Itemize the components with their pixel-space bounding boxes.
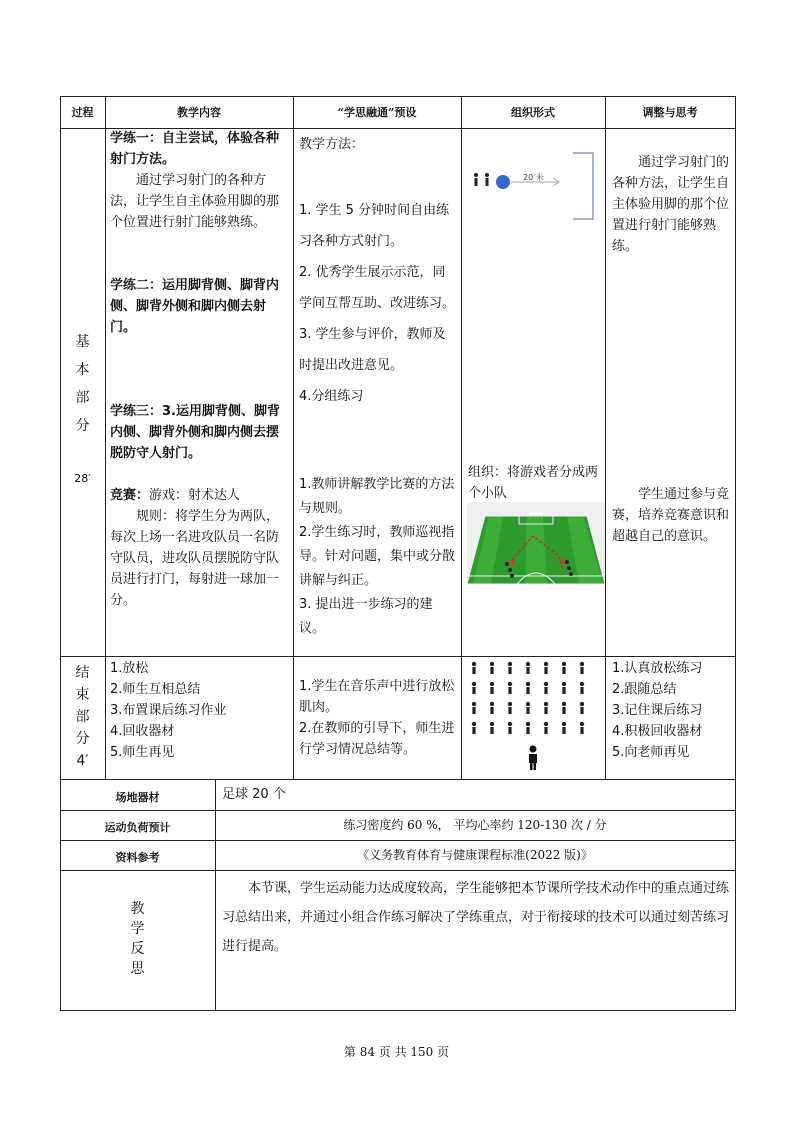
ending-preset-item: 2.在教师的引导下，师生进行学习情况总结等。: [299, 721, 455, 757]
rule-basic-bottom: [60, 656, 736, 657]
ending-preset-item: 1.学生在音乐声中进行放松肌肉。: [299, 679, 455, 715]
method2-item: 1.教师讲解教学比赛的方法与规则。: [299, 477, 455, 516]
label-char: 教: [130, 901, 145, 917]
label-char: 结: [75, 665, 90, 681]
game-line: [110, 485, 289, 506]
drill3-title: 学练三：3.运用脚背侧、脚背内侧、脚背外侧和脚内侧去摆脱防守人射门。: [110, 404, 280, 461]
ending-preset: [299, 676, 457, 760]
soccer-field-image: [467, 502, 605, 584]
adjust-text-1: 通过学习射门的各种方法，让学生自主体验用脚的那个位置进行射门能够熟练。: [612, 155, 730, 254]
basic-section-label: [60, 328, 105, 440]
distance-label: 20 米: [523, 173, 544, 182]
label-char: 学: [130, 921, 145, 937]
label-char: 基: [75, 334, 90, 350]
method-item: 4.分组练习: [299, 389, 364, 404]
ending-item: 3.布置课后练习作业: [110, 703, 227, 718]
header-form: 组织形式: [511, 106, 555, 119]
ending-item: 5.师生再见: [110, 745, 175, 760]
ending-adjust-item: 1.认真放松练习: [612, 661, 703, 676]
formation-diagram: [464, 660, 602, 776]
ending-adjust-item: 2.跟随总结: [612, 682, 677, 697]
rule-ref-bottom: [60, 870, 736, 871]
game-title: 游戏：射术达人: [149, 488, 241, 503]
drill2-title: 学练二：运用脚背侧、脚背内侧、脚背外侧和脚内侧去射门。: [110, 278, 280, 335]
drill1-body: 通过学习射门的各种方法，让学生自主体验用脚的那个位置进行射门能够熟练。: [110, 173, 280, 230]
student-grid: [472, 662, 584, 734]
teacher-icon: [529, 746, 537, 771]
method-item: 2. 优秀学生展示示范，同学间互帮互助、改进练习。: [299, 265, 456, 311]
reflect-label: [60, 899, 215, 979]
label-char: 分: [75, 418, 90, 434]
shooting-drill-diagram: [465, 148, 600, 223]
method2-list: [299, 473, 457, 641]
header-preset: “学思融通”预设: [337, 106, 417, 119]
label-char: 本: [75, 362, 90, 378]
method2-item: 3. 提出进一步练习的建议。: [299, 597, 433, 636]
label-char: 部: [75, 709, 90, 725]
rule-col1: [105, 96, 106, 779]
ball-icon: [496, 175, 510, 189]
student-icon: [474, 173, 478, 186]
ending-time: 4′: [76, 753, 89, 769]
drill1-title: 学练一：自主尝试，体验各种射门方法。: [110, 131, 280, 167]
ending-adjust: [612, 658, 733, 763]
ending-items: [110, 658, 289, 763]
load-label: 运动负荷预计: [104, 821, 171, 834]
equipment-value: 足球 20 个: [222, 787, 286, 802]
adjust-text-2: 学生通过参与竞赛，培养竞赛意识和超越自己的意识。: [612, 487, 730, 544]
org-text: 组织：将游戏者分成两个小队: [468, 465, 599, 501]
ending-adjust-item: 3.记住课后练习: [612, 703, 703, 718]
ending-adjust-item: 4.积极回收器材: [612, 724, 703, 739]
ending-section-label: [60, 662, 105, 772]
ref-label: 资料参考: [115, 851, 160, 864]
label-char: 反: [130, 941, 145, 957]
method-item: 1. 学生 5 分钟时间自由练习各种方式射门。: [299, 203, 450, 249]
game-rules: 规则：将学生分为两队，每次上场一名进攻队员一名防守队员，进攻队员摆脱防守队员进行打门，每射进一球加一分。: [110, 509, 280, 608]
label-char: 束: [75, 687, 90, 703]
equipment-label: 场地器材: [115, 791, 160, 804]
ending-item: 2.师生互相总结: [110, 682, 201, 697]
goal-bracket-icon: [573, 153, 593, 219]
game-label: 竞赛：: [110, 488, 150, 503]
reflect-text: 本节课，学生运动能力达成度较高，学生能够把本节课所学技术动作中的重点通过练习总结出来，并通过小组合作练习解决了学练重点，对于衔接球的技术可以通过刻苦练习进行提高。: [222, 881, 730, 954]
method-title: 教学方法：: [299, 137, 365, 152]
page-number: 第 84 页 共 150 页: [343, 1045, 450, 1059]
method2-item: 2.学生练习时，教师巡视指导。针对问题，集中或分散讲解与纠正。: [299, 525, 456, 588]
rule-col4: [605, 96, 606, 779]
student-icon: [485, 173, 489, 186]
rule-col3: [461, 96, 462, 779]
ref-value: 《义务教育体育与健康课程标准(2022 版)》: [357, 848, 593, 862]
basic-content: [110, 128, 289, 611]
rule-top: [60, 96, 736, 97]
load-value: 练习密度约 60 %， 平均心率约 120-130 次 / 分: [343, 818, 607, 832]
header-adjust: 调整与思考: [642, 106, 698, 119]
ending-item: 1.放松: [110, 661, 149, 676]
rule-col2: [293, 96, 294, 779]
rule-right: [735, 96, 736, 1010]
header-content: 教学内容: [177, 106, 221, 119]
method-list: [299, 195, 457, 412]
method-item: 3. 学生参与评价，教师及时提出改进意见。: [299, 327, 446, 373]
rule-ending-bottom: [60, 779, 736, 780]
rule-info-label: [215, 779, 216, 1010]
header-process: 过程: [71, 106, 94, 119]
rule-bottom: [60, 1010, 736, 1011]
ending-adjust-item: 5.向老师再见: [612, 745, 690, 760]
rule-load-bottom: [60, 840, 736, 841]
rule-equipment-bottom: [60, 810, 736, 811]
label-char: 部: [75, 390, 90, 406]
basic-time: 28′: [74, 472, 91, 485]
label-char: 分: [75, 731, 90, 747]
ending-item: 4.回收器材: [110, 724, 175, 739]
rule-left: [60, 96, 61, 1010]
label-char: 思: [130, 961, 145, 977]
